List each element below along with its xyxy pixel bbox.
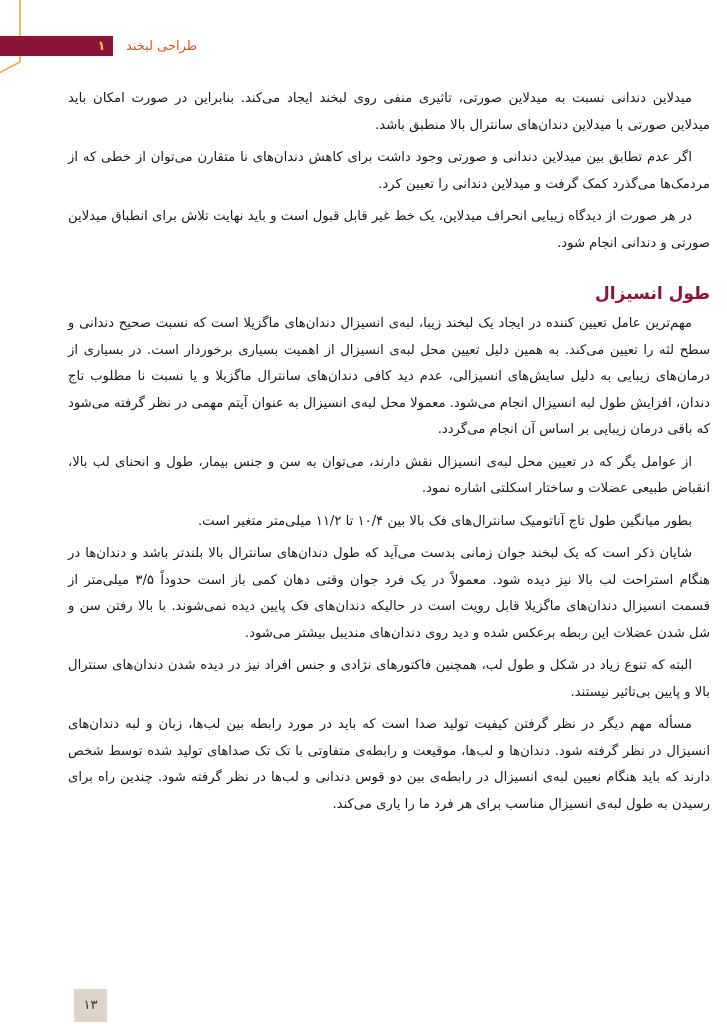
paragraph: البته که تنوع زیاد در شکل و طول لب، همچنین فاکتورهای نژادی و جنس افراد نیز در دیده شدن دندان‌های سنترال بالا و پایین بی‌تاثیر نیستند. (68, 658, 710, 700)
paragraph: شایان ذکر است که یک لبخند جوان زمانی بدست می‌آید که طول دندان‌های سانترال بالا بلندتر باشد و دندان‌ها در هنگام استراحت لب بالا نیز دیده شود. معمولاً در یک فرد جوان وقتی دهان کمی باز است حدوداً ۳/۵ میلی‌متر از قسمت انسیزال دندان‌های ماگزیلا قابل رویت است در حالیکه دندان‌های فک پایین دیده نمی‌شوند. با بالا رفتن سن و شل شدن عضلات این ربطه برعکس شده و دید روی دندان‌های مندیبل بیشتر می‌شود. (68, 546, 711, 641)
page-number: ۱۳ (74, 989, 107, 1022)
paragraph: در هر صورت از دیدگاه زیبایی انحراف میدلاین، یک خط غیر قابل قبول است و باید نهایت تلاش برای انطباق میدلاین صورتی و دندانی انجام شود. (68, 209, 710, 251)
paragraph: مهم‌ترین عامل تعیین کننده در ایجاد یک لبخند زیبا، لبه‌ی انسیزال دندان‌های ماگزیلا است که نسبت صحیح دندانی و سطح لثه را تعیین می‌کند. به همین دلیل تعیین محل لبه‌ی انسیزال از اهمیت بسیاری برخوردار است. در بسیاری از درمان‌های زیبایی به دلیل سایش‌های انسیزالی، عدم دید کافی دندان‌های سانترال ماگزیلا و یا نسبت نا مطلوب تاج دندان، افزایش طول لبه انسیزال انجام می‌شود. معمولا محل لبه‌ی انسیزال به عنوان آیتم مهمی در نظر گرفته می‌شود که باقی درمان زیبایی بر اساس آن انجام می‌گردد. (68, 316, 710, 437)
paragraph: میدلاین دندانی نسبت به میدلاین صورتی، تاثیری منفی روی لبخند ایجاد می‌کند. بنابراین در صورت امکان باید میدلاین صورتی با میدلاین دندان‌های سانترال بالا منطبق باشد. (68, 91, 710, 133)
page-content (68, 86, 710, 824)
chapter-number: ۱ (97, 38, 106, 54)
section-heading: طول انسیزال (595, 284, 710, 304)
paragraph: مسأله مهم دیگر در نظر گرفتن کیفیت تولید صدا است که باید در مورد رابطه بین لب‌ها، زبان و لبه دندان‌های انسیزال در نظر گرفته شود. دندان‌ها و لب‌ها، موقیعت و رابطه‌ی متفاوتی با تک تک صداهای تولید شده توسط شخص دارند که باید هنگام نعیین لبه‌ی انسیزال در رابطه‌ی بین دو قوس دندانی و لب‌ها در نظر گرفته شود. چندین راه برای رسیدن به طول لبه‌ی انسیزال مناسب برای هر فرد ما را یاری می‌کند. (68, 717, 710, 812)
paragraph: از عوامل یگر که در تعیین محل لبه‌ی انسیزال نقش دارند، می‌توان به سن و جنس بیمار، طول و انحنای لب بالا، انقباض طبیعی عضلات و ساختار اسکلتی اشاره نمود. (68, 454, 710, 496)
running-title: طراحی لبخند (126, 39, 198, 54)
paragraph: اگر عدم تطابق بین میدلاین دندانی و صورتی وجود داشت برای کاهش دندان‌های نا متقارن می‌توان از خطی که از مردمک‌ها می‌گذرد کمک گرفت و میدلاین دندانی را تعیین کرد. (68, 150, 710, 192)
paragraph: بطور میانگین طول تاج آناتومیک سانترال‌های فک بالا بین ۱۰/۴ تا ۱۱/۲ میلی‌متر متغیر است. (197, 513, 692, 529)
